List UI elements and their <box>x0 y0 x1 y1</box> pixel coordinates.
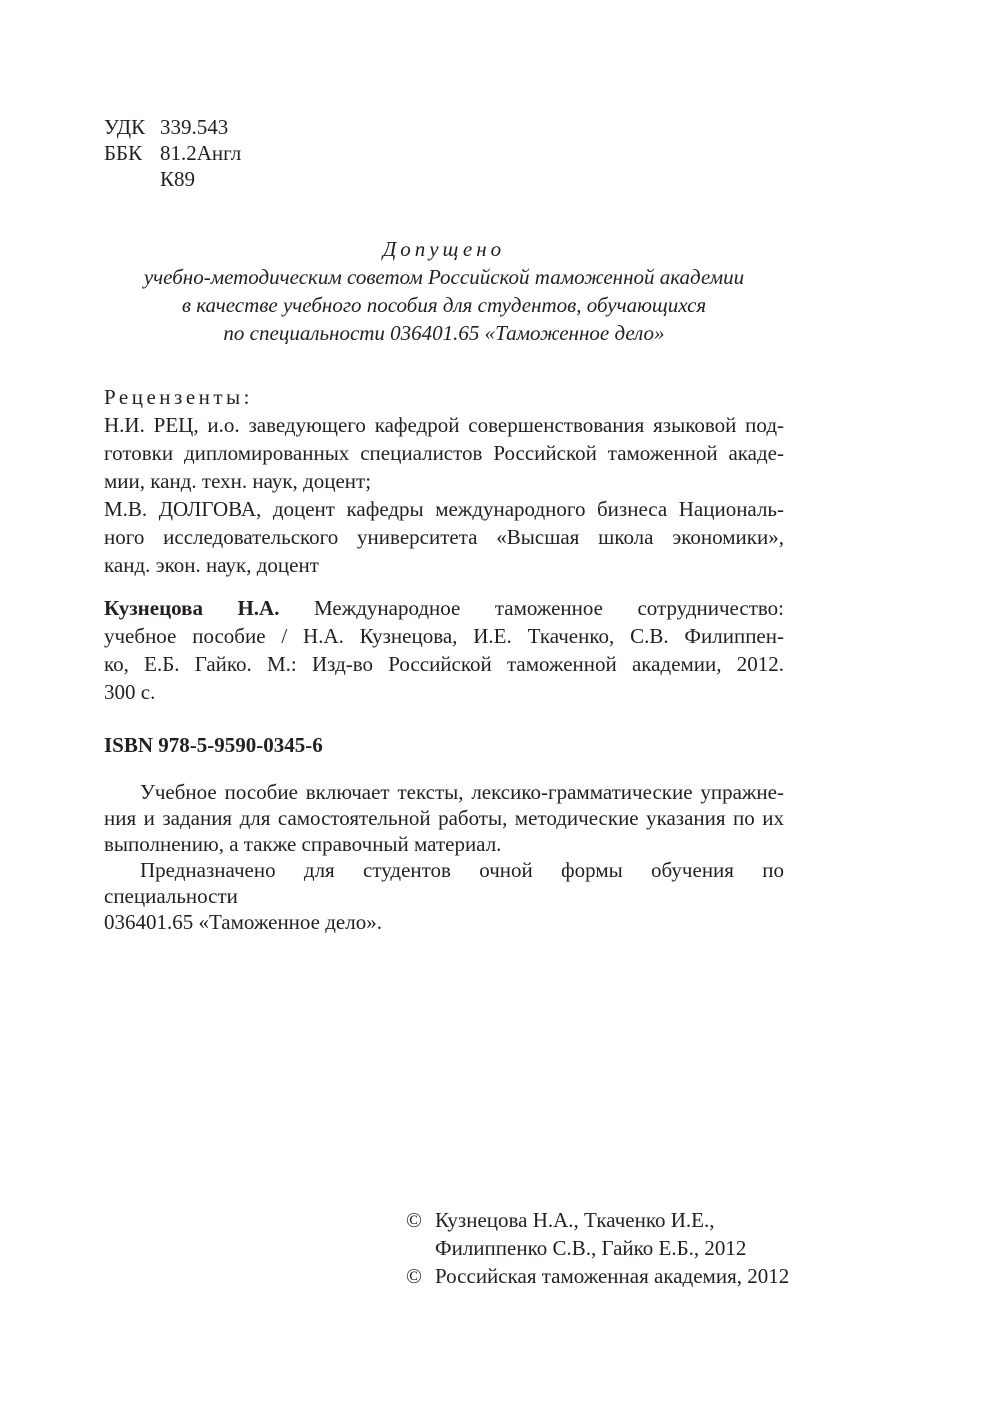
abstract-line: Предназначено для студентов очной формы обучения по специальности <box>104 858 784 908</box>
copyright-row <box>406 1206 789 1234</box>
library-classification <box>104 114 241 192</box>
reviewer-line: готовки дипломированных специалистов Российской таможенной акаде- <box>104 441 784 465</box>
author-mark-row <box>104 166 241 192</box>
reviewer-line: М.В. ДОЛГОВА, доцент кафедры международного бизнеса Националь- <box>104 497 784 521</box>
isbn: ISBN 978-5-9590-0345-6 <box>104 733 323 757</box>
approval-line: по специальности 036401.65 «Таможенное дело» <box>223 321 665 345</box>
bbk-label: ББК <box>104 141 143 165</box>
udk-value: 339.543 <box>160 115 229 139</box>
udk-label: УДК <box>104 115 146 139</box>
copyright-academy-line: Российская таможенная академия, 2012 <box>435 1264 790 1288</box>
abstract <box>104 779 784 935</box>
abstract-line: Учебное пособие включает тексты, лексико-грамматические упражне- <box>140 780 784 804</box>
copyright-block <box>406 1206 789 1290</box>
copyright-row <box>406 1262 789 1290</box>
reviewer-line: канд. экон. наук, доцент <box>104 553 319 577</box>
copyright-authors-line: Филиппенко С.В., Гайко Е.Б., 2012 <box>435 1236 747 1260</box>
citation-line: ко, Е.Б. Гайко. М.: Изд-во Российской таможенной академии, 2012. <box>104 652 784 676</box>
bbk-row <box>104 140 241 166</box>
abstract-line: выполнению, а также справочный материал. <box>104 832 502 856</box>
abstract-line: 036401.65 «Таможенное дело». <box>104 910 382 934</box>
approval-notice <box>104 235 784 347</box>
copyright-icon: © <box>406 1208 422 1232</box>
copyright-icon: © <box>406 1264 422 1288</box>
copyright-row <box>406 1234 789 1262</box>
citation-line: учебное пособие / Н.А. Кузнецова, И.Е. Ткаченко, С.В. Филиппен- <box>104 624 784 648</box>
approval-line: учебно-методическим советом Российской таможенной академии <box>143 265 745 289</box>
citation-line <box>104 594 784 622</box>
reviewers-heading: Рецензенты: <box>104 385 253 409</box>
reviewer-line: мии, канд. техн. наук, доцент; <box>104 469 372 493</box>
citation-title: Международное таможенное сотрудничество: <box>313 596 785 620</box>
copyright-authors-line: Кузнецова Н.А., Ткаченко И.Е., <box>435 1208 715 1232</box>
approval-heading: Допущено <box>382 237 506 261</box>
author-mark: К89 <box>160 167 196 191</box>
abstract-line: ния и задания для самостоятельной работы, методические указания по их <box>104 806 784 830</box>
bibliographic-citation <box>104 594 784 706</box>
udk-row <box>104 114 241 140</box>
approval-line: в качестве учебного пособия для студентов, обучающихся <box>181 293 707 317</box>
reviewer-line: ного исследовательского университета «Высшая школа экономики», <box>104 525 784 549</box>
bbk-value: 81.2Англ <box>160 141 242 165</box>
citation-author: Кузнецова Н.А. <box>104 596 280 620</box>
reviewer-line: Н.И. РЕЦ, и.о. заведующего кафедрой совершенствования языковой под- <box>104 413 784 437</box>
citation-line: 300 с. <box>104 680 156 704</box>
reviewers-block <box>104 383 784 579</box>
